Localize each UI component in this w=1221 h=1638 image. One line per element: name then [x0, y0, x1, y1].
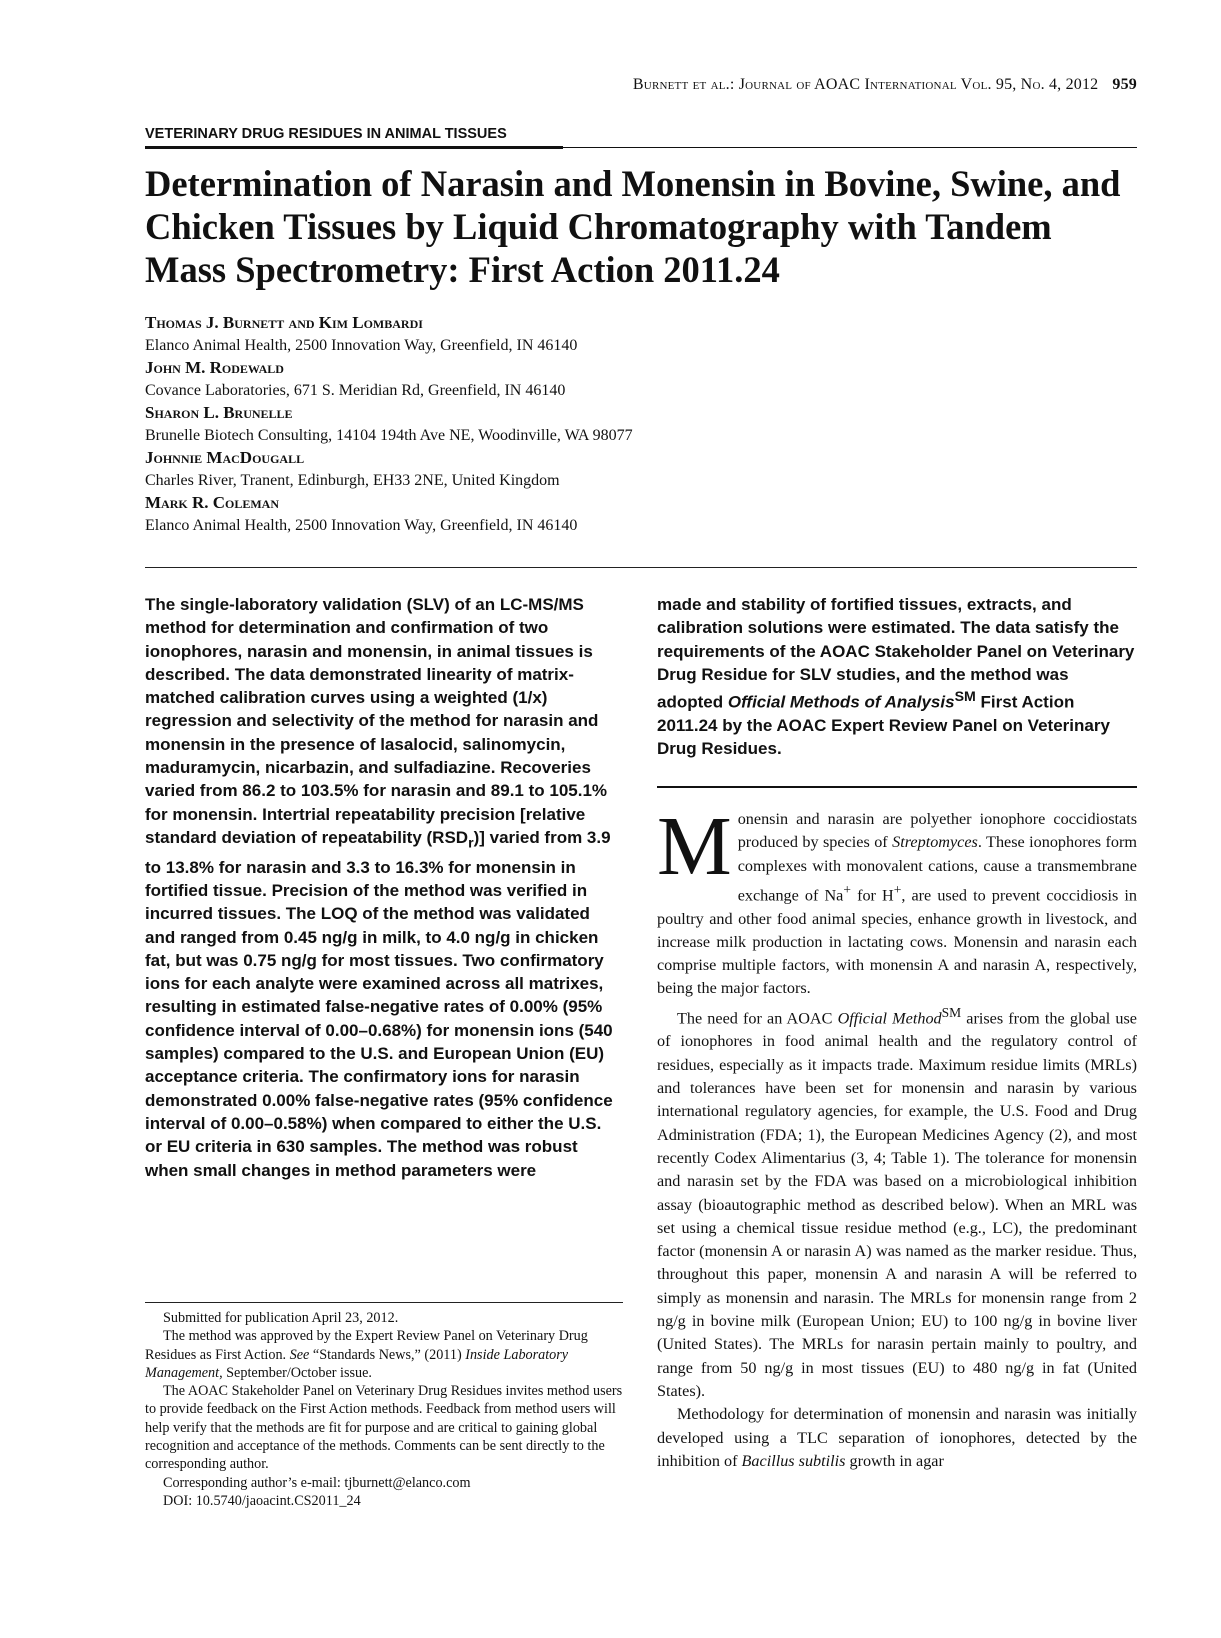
footnote-text: , September/October issue.	[219, 1364, 372, 1381]
body-paragraph	[657, 800, 1137, 1001]
footnote-divider	[145, 1302, 623, 1303]
author-affiliation: Brunelle Biotech Consulting, 14104 194th Ave NE, Woodinville, WA 98077	[145, 426, 633, 444]
footnotes	[145, 1309, 623, 1510]
author-list	[145, 312, 1045, 537]
abstract-text: made and stability of fortified tissues, extracts, and calibration solutions were estimated. The data satisfy the requirements of the AOAC Stakeholder Panel on Veterinary Drug Residue for SLV studies, and the method was adopted	[657, 595, 1135, 712]
abstract-divider	[657, 786, 1137, 788]
footnote-feedback: The AOAC Stakeholder Panel on Veterinary Drug Residues invites method users to provide feedback on the First Action methods. Feedback from method users will help verify that the methods are fit for purpose and are critical to gaining global recognition and acceptance of the methods. Comments can be sent directly to the corresponding author.	[145, 1383, 623, 1473]
abstract-text: The single-laboratory validation (SLV) of an LC-MS/MS method for determination and confirmation of two ionophores, narasin and monensin, in animal tissues is described. The data demonstrated linearity of matrix-matched calibration curves using a weighted (1/x) regression and selectivity of the method for narasin and monensin in the presence of lasalocid, salinomycin, maduramycin, nicarbazin, and sulfadiazine. Recoveries varied from 86.2 to 103.5% for narasin and 89.1 to 105.1% for monensin. Intertrial repeatability precision [relative standard deviation of repeatability (RSD	[145, 595, 608, 847]
body-text: for H	[850, 886, 894, 905]
abstract-text: )] varied from 3.9 to 13.8% for narasin and 3.3 to 16.3% for monensin in fortified tissue. Precision of the method was verified in incurred tissues. The LOQ of the method was validated and ranged from 0.45 ng/g in milk, to 4.0 ng/g in chicken fat, but was 0.75 ng/g for most tissues. Two confirmatory ions for each analyte were examined across all matrixes, resulting in estimated false-negative rates of 0.00% (95% confidence interval of 0.00–0.68%) for monensin ions (540 samples) compared to the U.S. and European Union (EU) acceptance criteria. The confirmatory ions for narasin demonstrated 0.00% false-negative rates (95% confidence interval of 0.00–0.58%) when compared to either the U.S. or EU criteria in 630 samples. The method was robust when small changes in method parameters were	[145, 827, 613, 1180]
italic-text: Streptomyces	[892, 833, 978, 852]
author-name: Mark R. Coleman	[145, 493, 280, 512]
page-number: 959	[1112, 76, 1137, 93]
italic-text: Official Method	[837, 1009, 942, 1028]
body-text: Methodology for determination of monensin and narasin was initially developed using a TLC separation of ionophores, detected by the inhibition of	[657, 1405, 1137, 1470]
oma-superscript: SM	[954, 689, 976, 706]
title-line-3: Mass Spectrometry: First Action 2011.24	[145, 249, 780, 290]
running-head-authors: Burnett et al.	[632, 76, 730, 93]
body-text-column	[657, 800, 1137, 1473]
title-line-2: Chicken Tissues by Liquid Chromatography with Tandem	[145, 206, 1052, 247]
body-text: arises from the global use of ionophores in food animal health and the regulatory control of residues, especially as it impacts trade. Maximum residue limits (MRLs) and tolerances have been set for monensin and narasin by various international regulatory agencies, for example, the U.S. Food and Drug Administration (FDA; 1), the European Medicines Agency (2), and most recently Codex Alimentarius (3, 4; Table 1). The tolerance for monensin and narasin set by the FDA was based on a microbiological inhibition assay (bioautographic method as described below). When an MRL was set using a chemical tissue residue method (e.g., LC), the predominant factor (monensin A or narasin A) was named as the marker residue. Thus, throughout this paper, monensin A and narasin A will be referred to simply as monensin and narasin. The MRLs for monensin range from 2 ng/g in bovine milk (European Union; EU) to 100 ng/g in bovine liver (United States). The MRLs for narasin pertain mainly to poultry, and range from 50 ng/g in most tissues (EU) to 480 ng/g in fat (United States).	[657, 1009, 1137, 1400]
footnote-text: “Standards News,” (2011)	[309, 1346, 466, 1363]
footnote-text: The method was approved by the Expert Review Panel on Veterinary Drug Residues as First Action.	[145, 1328, 588, 1363]
rsd-subscript: r	[468, 835, 474, 852]
italic-text: Bacillus subtilis	[741, 1451, 846, 1470]
authors-divider	[145, 567, 1137, 568]
section-rule-thick	[145, 146, 563, 149]
author-name: Thomas J. Burnett and Kim Lombardi	[145, 313, 423, 332]
running-head-journal: : Journal of AOAC International Vol. 95, No. 4, 2012	[729, 76, 1099, 93]
footnote-approval	[145, 1327, 623, 1382]
footnote-submitted: Submitted for publication April 23, 2012.	[163, 1310, 399, 1326]
footnote-doi: DOI: 10.5740/jaoacint.CS2011_24	[163, 1492, 361, 1509]
superscript: SM	[941, 1004, 962, 1020]
oma-italic: Official Methods of Analysis	[727, 692, 955, 712]
italic-text: See	[289, 1346, 310, 1363]
running-header	[145, 76, 1137, 94]
author-name: John M. Rodewald	[145, 358, 284, 377]
author-name: Johnnie MacDougall	[145, 448, 305, 467]
abstract-text: First Action 2011.24 by the AOAC Expert Review Panel on Veterinary Drug Residues.	[657, 692, 1110, 759]
body-text: , are used to prevent coccidiosis in poultry and other food animal species, enhance growth in livestock, and increase milk production in lactating cows. Monensin and narasin each comprise multiple factors, with monensin A and narasin A, respectively, being the major factors.	[657, 886, 1137, 998]
paper-title	[145, 162, 1137, 291]
author-name: Sharon L. Brunelle	[145, 403, 293, 422]
abstract-column-left	[145, 593, 623, 1182]
superscript: +	[893, 881, 902, 897]
drop-cap: M	[657, 800, 732, 893]
body-text: onensin and narasin are polyether ionophore coccidiostats produced by species of	[737, 810, 1137, 852]
section-label: VETERINARY DRUG RESIDUES IN ANIMAL TISSUES	[145, 126, 507, 142]
body-text: . These ionophores form complexes with monovalent cations, cause a transmembrane exchange of Na	[737, 833, 1137, 905]
section-rule-thin	[563, 147, 1137, 148]
author-affiliation: Elanco Animal Health, 2500 Innovation Way, Greenfield, IN 46140	[145, 336, 578, 354]
italic-text: Inside Laboratory Management	[145, 1346, 569, 1381]
title-line-1: Determination of Narasin and Monensin in Bovine, Swine, and	[145, 163, 1121, 204]
author-affiliation: Covance Laboratories, 671 S. Meridian Rd, Greenfield, IN 46140	[145, 381, 566, 399]
body-text: The need for an AOAC	[677, 1009, 838, 1028]
footnote-email: Corresponding author’s e-mail: tjburnett@elanco.com	[163, 1474, 471, 1491]
body-paragraph	[657, 1403, 1137, 1473]
body-paragraph	[657, 1001, 1137, 1403]
body-text: growth in agar	[845, 1451, 944, 1470]
author-affiliation: Elanco Animal Health, 2500 Innovation Way, Greenfield, IN 46140	[145, 516, 578, 534]
author-affiliation: Charles River, Tranent, Edinburgh, EH33 2NE, United Kingdom	[145, 471, 560, 489]
superscript: +	[843, 881, 851, 897]
abstract-column-right	[657, 593, 1137, 761]
